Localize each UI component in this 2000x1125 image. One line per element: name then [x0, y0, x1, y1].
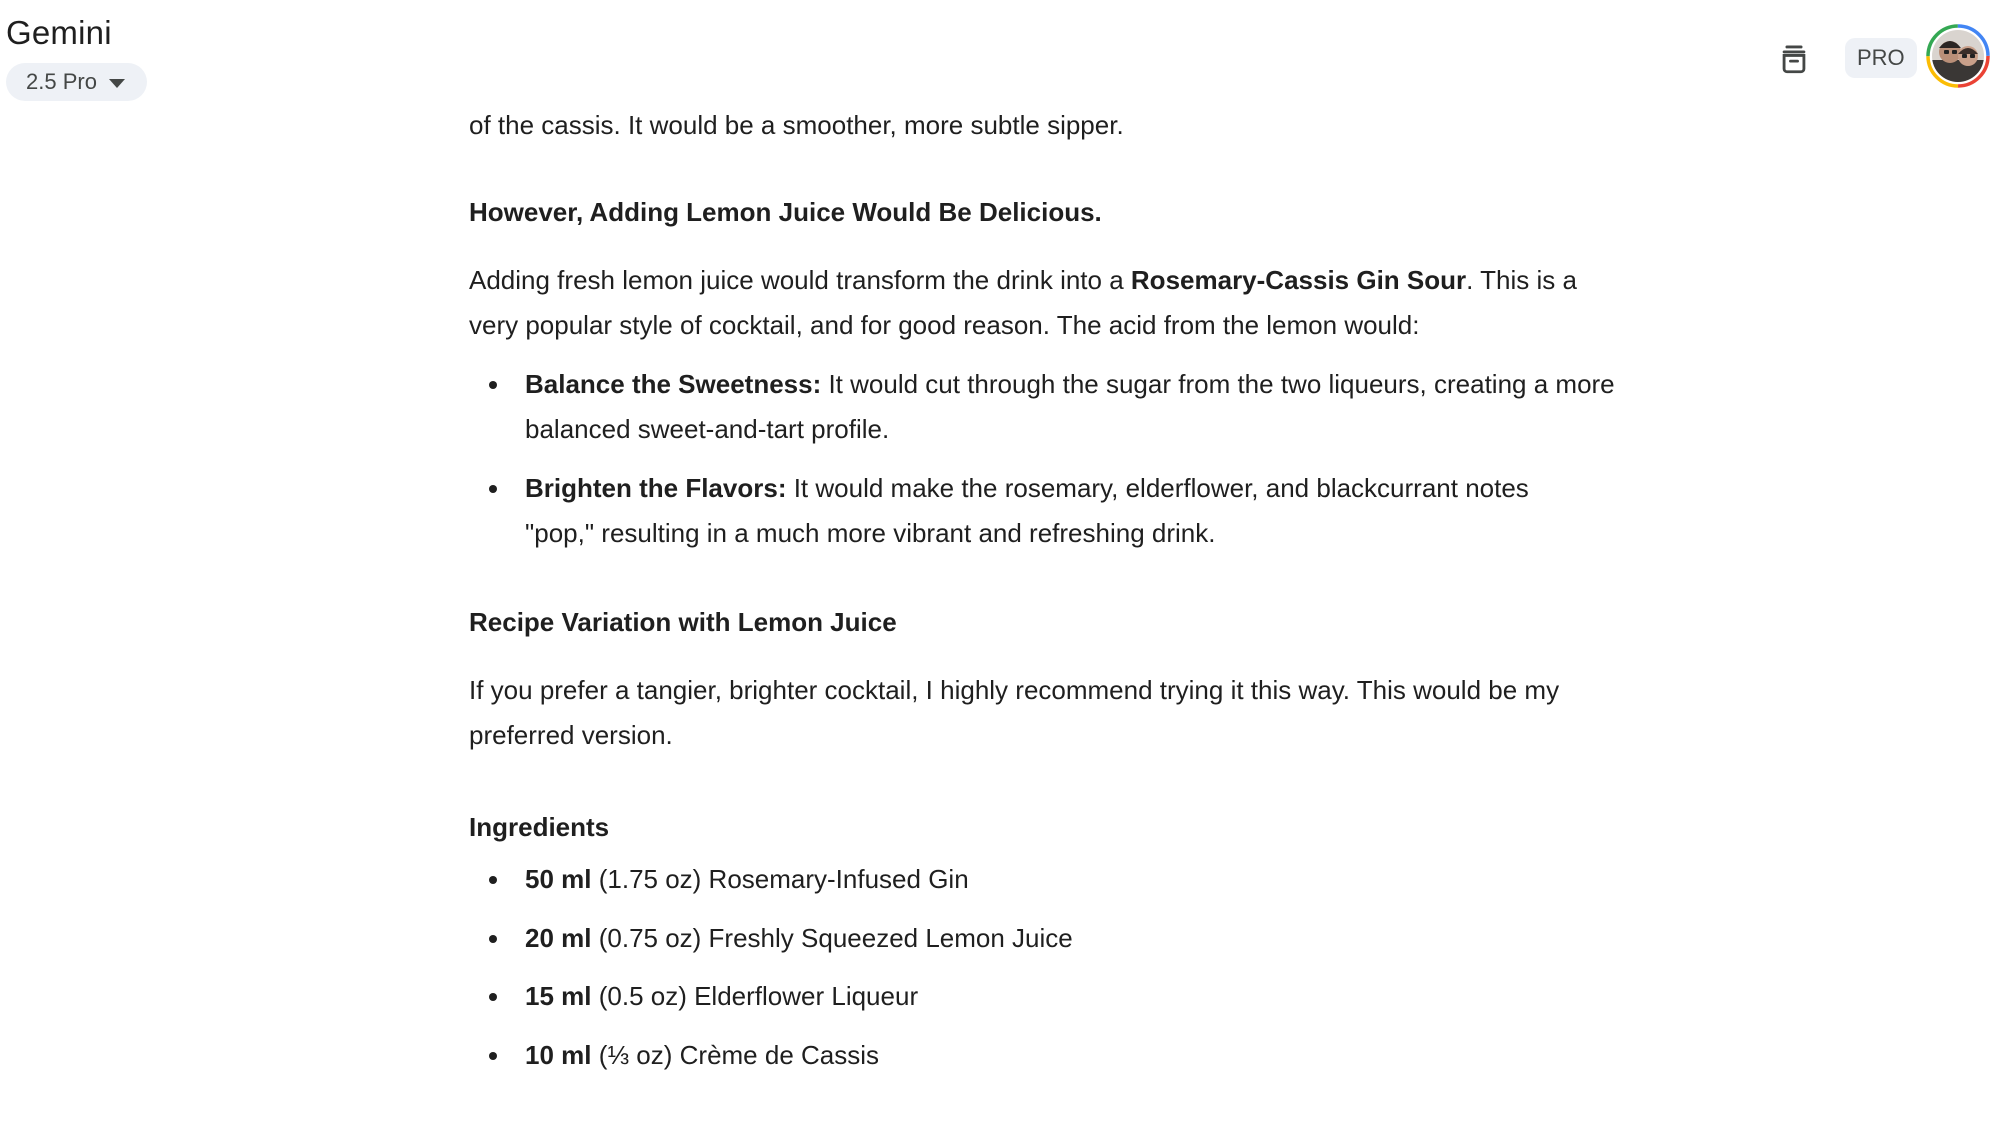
list-item-bold: Brighten the Flavors:	[525, 473, 787, 503]
archive-stack-icon	[1777, 42, 1811, 76]
ingredient-text	[525, 974, 1615, 1019]
bullet-icon	[489, 876, 497, 884]
ingredient-text	[525, 857, 1615, 902]
user-avatar[interactable]	[1926, 24, 1990, 88]
bullet-icon	[489, 1052, 497, 1060]
avatar-image	[1926, 24, 1990, 88]
ingredient-text	[525, 916, 1615, 961]
model-picker-button[interactable]	[6, 63, 147, 101]
paragraph-recipe-intro: If you prefer a tangier, brighter cocktail, I highly recommend trying it this way. This would be my preferred version.	[469, 675, 1560, 750]
ingredient-name: (0.75 oz) Freshly Squeezed Lemon Juice	[591, 923, 1073, 953]
heading-ingredients: Ingredients	[469, 812, 610, 842]
paragraph-sour-line1	[469, 258, 1577, 303]
ingredient-amount: 50 ml	[525, 864, 592, 894]
list-item-body: It would make the rosemary, elderflower, and blackcurrant notes "pop," resulting in a much more vibrant and refreshing drink.	[525, 473, 1529, 548]
ingredient-name: (0.5 oz) Elderflower Liqueur	[591, 981, 919, 1011]
paragraph-sour-text-tail: . This is a	[1466, 265, 1577, 295]
app-title: Gemini	[6, 14, 112, 51]
ingredient-name: (⅓ oz) Crème de Cassis	[591, 1040, 880, 1070]
list-item-text	[525, 362, 1615, 452]
bullet-icon	[489, 993, 497, 1001]
paragraph-intro-tail: of the cassis. It would be a smoother, more subtle sipper.	[469, 110, 1124, 140]
temporary-chat-button[interactable]	[1770, 35, 1818, 83]
list-item-text	[525, 466, 1555, 556]
bullet-icon	[489, 381, 497, 389]
pro-badge: PRO	[1845, 38, 1917, 78]
bullet-icon	[489, 485, 497, 493]
heading-lemon-juice: However, Adding Lemon Juice Would Be Delicious.	[469, 197, 1102, 227]
list-item-bold: Balance the Sweetness:	[525, 369, 822, 399]
list-item-body: It would cut through the sugar from the two liqueurs, creating a more balanced sweet-and-tart profile.	[525, 369, 1615, 444]
paragraph-sour-line2: very popular style of cocktail, and for good reason. The acid from the lemon would:	[469, 310, 1420, 340]
model-label: 2.5 Pro	[26, 69, 97, 94]
ingredient-amount: 10 ml	[525, 1040, 592, 1070]
ingredient-amount: 20 ml	[525, 923, 592, 953]
heading-recipe-variation: Recipe Variation with Lemon Juice	[469, 607, 897, 637]
ingredient-name: (1.75 oz) Rosemary-Infused Gin	[591, 864, 969, 894]
caret-down-icon	[109, 79, 125, 88]
ingredient-text	[525, 1033, 1615, 1078]
ingredient-amount: 15 ml	[525, 981, 592, 1011]
bullet-icon	[489, 935, 497, 943]
paragraph-sour-text: Adding fresh lemon juice would transform the drink into a	[469, 265, 1131, 295]
cocktail-name: Rosemary-Cassis Gin Sour	[1130, 265, 1467, 295]
